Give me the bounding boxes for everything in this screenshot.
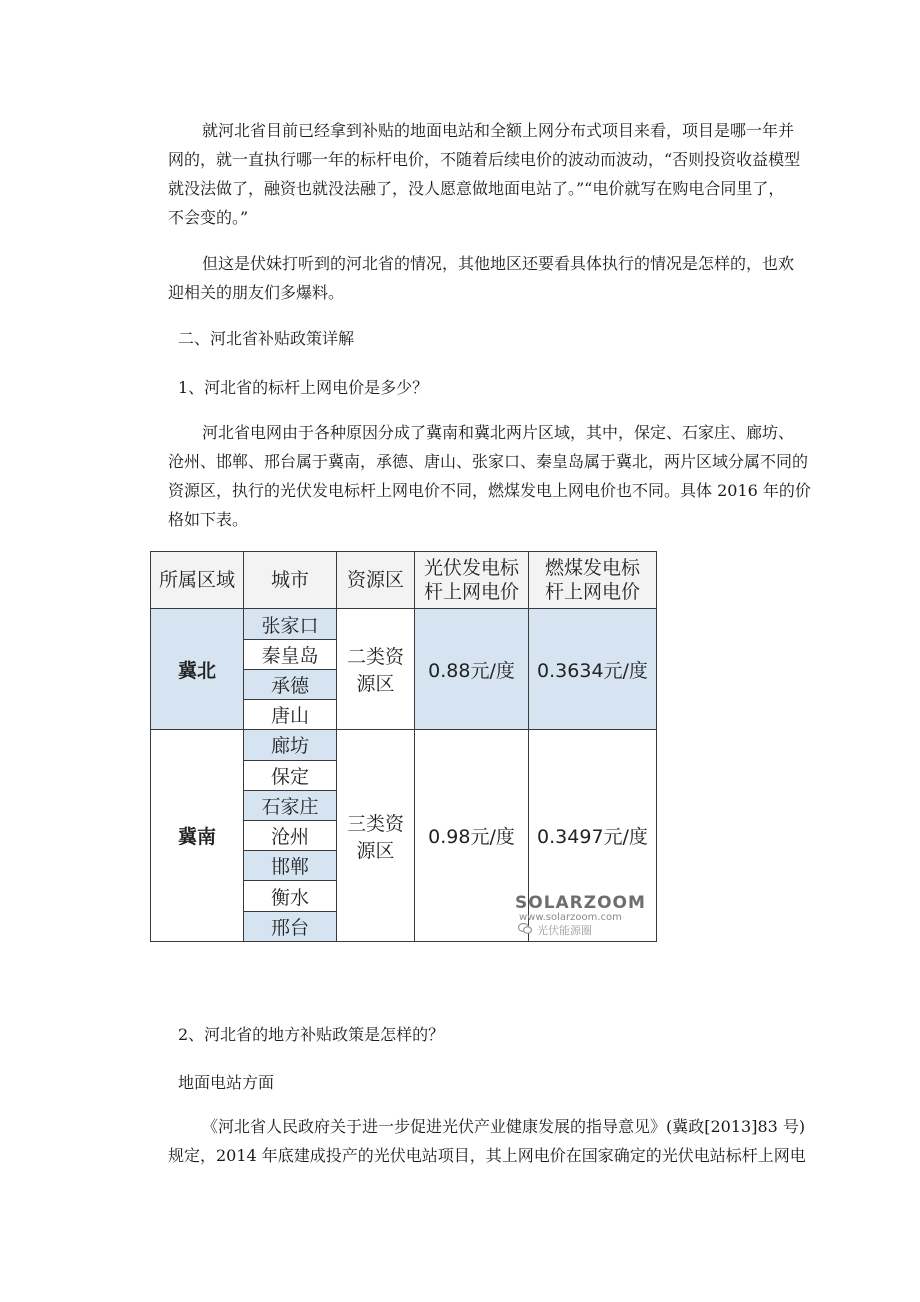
coal-price-cell: 0.3634元/度: [529, 609, 657, 730]
text-line: 格如下表。: [168, 510, 249, 529]
watermark-subtitle: 光伏能源圈: [537, 924, 592, 937]
solarzoom-watermark: [515, 893, 655, 938]
pv-price-cell: 0.98元/度: [415, 730, 529, 942]
table-row: [151, 609, 657, 639]
text-line: 不会变的。”: [168, 208, 249, 227]
section-heading: 二、河北省补贴政策详解: [178, 329, 355, 348]
text-line: 网的，就一直执行哪一年的标杆电价，不随着后续电价的波动而波动，“否则投资收益模型: [168, 150, 801, 169]
paragraph-2: [168, 249, 795, 307]
header-resource-zone: 资源区: [337, 552, 415, 609]
price-table-image: [150, 551, 656, 942]
city-cell: 唐山: [244, 700, 337, 730]
header-region: 所属区域: [151, 552, 244, 609]
header-city: 城市: [244, 552, 337, 609]
text-line: 但这是伏妹打听到的河北省的情况，其他地区还要看具体执行的情况是怎样的，也欢: [202, 254, 795, 273]
coal-price-cell: 0.3497元/度: [529, 730, 657, 942]
text-line: 迎相关的朋友们多爆料。: [168, 283, 345, 302]
text-line: 规定，2014 年底建成投产的光伏电站项目，其上网电价在国家确定的光伏电站标杆上网电: [168, 1146, 806, 1165]
city-cell: 邯郸: [244, 851, 337, 881]
paragraph-4: [168, 1112, 806, 1170]
text-line: 《河北省人民政府关于进一步促进光伏产业健康发展的指导意见》(冀政[2013]83 号): [202, 1117, 806, 1136]
city-cell: 沧州: [244, 820, 337, 850]
header-coal-price: 燃煤发电标 杆上网电价: [529, 552, 657, 609]
resource-zone-cell: 三类资 源区: [337, 730, 415, 942]
header-pv-price: 光伏发电标 杆上网电价: [415, 552, 529, 609]
city-cell: 秦皇岛: [244, 639, 337, 669]
subsection-heading: 1、河北省的标杆上网电价是多少？: [178, 378, 429, 397]
watermark-logo: SOLARZOOM: [515, 893, 646, 913]
text-line: 就没法做了，融资也就没法融了，没人愿意做地面电站了。”“电价就写在购电合同里了，: [168, 179, 785, 198]
table-row: [151, 730, 657, 760]
table-header-row: [151, 552, 657, 609]
watermark-url: www.solarzoom.com: [519, 912, 622, 923]
resource-zone-cell: 二类资 源区: [337, 609, 415, 730]
text-line: 资源区，执行的光伏发电标杆上网电价不同，燃煤发电上网电价也不同。具体 2016 年的价: [168, 481, 811, 500]
region-cell: 冀北: [151, 609, 244, 730]
city-cell: 邢台: [244, 911, 337, 941]
city-cell: 承德: [244, 669, 337, 699]
pv-price-cell: 0.88元/度: [415, 609, 529, 730]
city-cell: 衡水: [244, 881, 337, 911]
city-cell: 张家口: [244, 609, 337, 639]
text-line: 河北省电网由于各种原因分成了冀南和冀北两片区域，其中，保定、石家庄、廊坊、: [202, 423, 795, 442]
paragraph-3: [168, 418, 811, 534]
subsection-heading: 2、河北省的地方补贴政策是怎样的？: [178, 1025, 445, 1044]
text-line: 就河北省目前已经拿到补贴的地面电站和全额上网分布式项目来看，项目是哪一年并: [202, 121, 795, 140]
city-cell: 廊坊: [244, 730, 337, 760]
paragraph-1: [168, 116, 801, 232]
wechat-icon: [518, 923, 532, 934]
text-line: 沧州、邯郸、邢台属于冀南，承德、唐山、张家口、秦皇岛属于冀北，两片区域分属不同的: [168, 452, 809, 471]
price-table: [150, 551, 657, 942]
region-cell: 冀南: [151, 730, 244, 942]
city-cell: 石家庄: [244, 790, 337, 820]
subsection-heading: 地面电站方面: [178, 1073, 275, 1092]
city-cell: 保定: [244, 760, 337, 790]
